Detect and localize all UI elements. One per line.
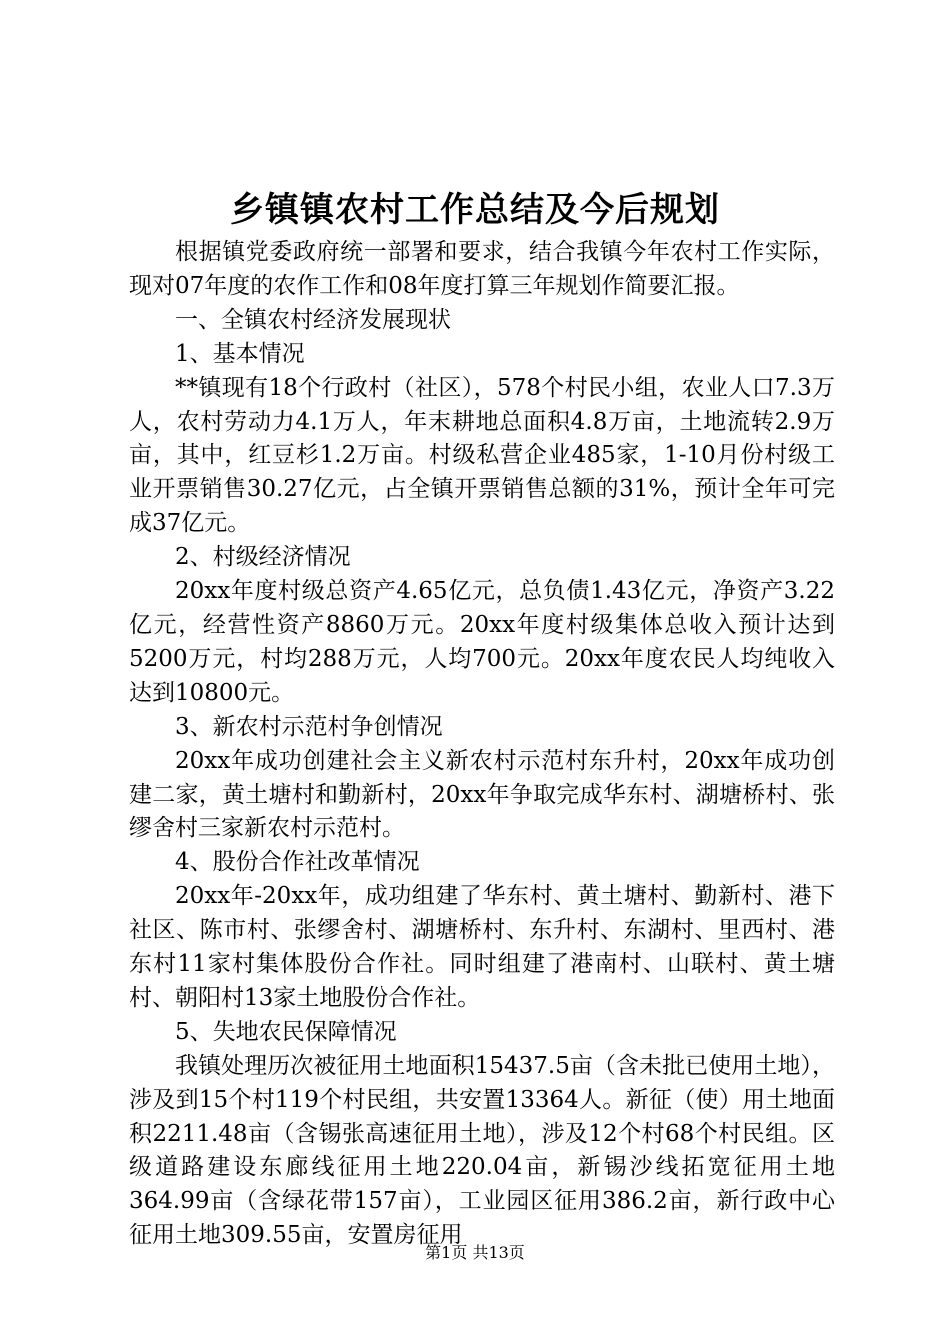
heading-village-economy: 2、村级经济情况 <box>175 544 351 571</box>
heading-section-1: 一、全镇农村经济发展现状 <box>175 306 451 333</box>
paragraph-land-loss-security: 我镇处理历次被征用土地面积15437.5亩（含未批已使用土地），涉及到15个村119个村民组，共安置13364人。新征（使）用土地面积2211.48亩（含锡张高速征用土地），涉及12个村68个村民组。区级道路建设东廊线征用土地220.04亩，新锡沙线拓宽征用土地364.99亩（含绿花带157亩），工业园区征用386.2亩，新行政中心征用土地309.55亩，安置房征用 <box>129 1052 835 1249</box>
heading-model-village: 3、新农村示范村争创情况 <box>175 713 443 740</box>
paragraph-intro: 根据镇党委政府统一部署和要求，结合我镇今年农村工作实际，现对07年度的农作工作和08年度打算三年规划作简要汇报。 <box>129 239 835 299</box>
heading-land-loss-security: 5、失地农民保障情况 <box>175 1018 397 1045</box>
document-body <box>129 236 835 1253</box>
paragraph-model-village: 20xx年成功创建社会主义新农村示范村东升村，20xx年成功创建二家，黄土塘村和勤新村，20xx年争取完成华东村、湖塘桥村、张缪舍村三家新农村示范村。 <box>129 747 835 842</box>
document-title: 乡镇镇农村工作总结及今后规划 <box>230 190 720 230</box>
paragraph-village-economy: 20xx年度村级总资产4.65亿元，总负债1.43亿元，净资产3.22亿元，经营性资产8860万元。20xx年度村级集体总收入预计达到5200万元，村均288万元，人均700元。20xx年度农民人均纯收入达到10800元。 <box>129 578 835 706</box>
heading-basic-situation: 1、基本情况 <box>175 340 305 367</box>
page-footer: 第1页 共13页 <box>425 1243 525 1262</box>
paragraph-cooperative-reform: 20xx年-20xx年，成功组建了华东村、黄土塘村、勤新村、港下社区、陈市村、张缪舍村、湖塘桥村、东升村、东湖村、里西村、港东村11家村集体股份合作社。同时组建了港南村、山联村、黄土塘村、朝阳村13家土地股份合作社。 <box>129 883 835 1011</box>
paragraph-basic-situation: **镇现有18个行政村（社区），578个村民小组，农业人口7.3万人，农村劳动力4.1万人，年末耕地总面积4.8万亩，土地流转2.9万亩，其中，红豆杉1.2万亩。村级私营企业485家，1-10月份村级工业开票销售30.27亿元，占全镇开票销售总额的31%，预计全年可完成37亿元。 <box>129 374 835 537</box>
heading-cooperative-reform: 4、股份合作社改革情况 <box>175 849 420 876</box>
